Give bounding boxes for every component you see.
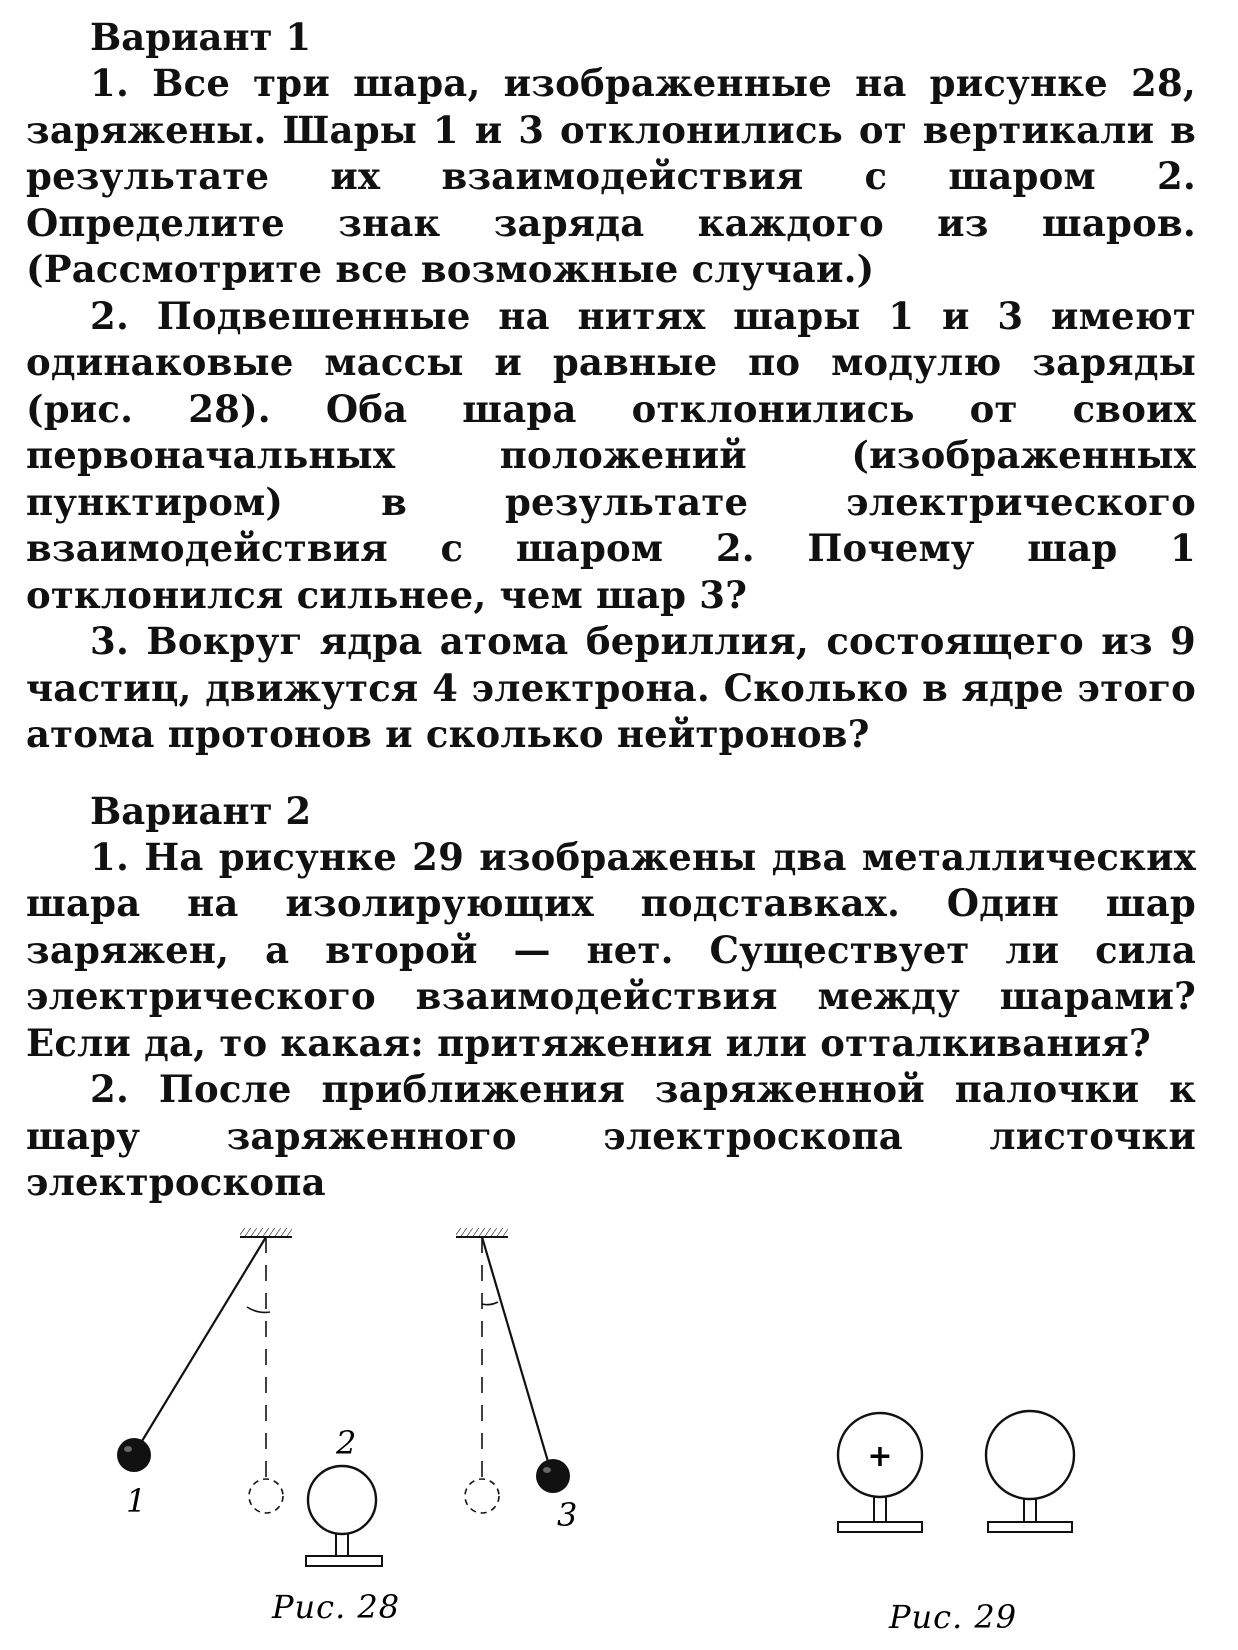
variant-2-task-2: 2. После приближения заряженной палочки к шару заряженного электроскопа листочки электроскопа	[26, 1067, 1196, 1204]
thread-ball-3	[482, 1237, 549, 1465]
stand-base	[306, 1556, 382, 1566]
variant-2-title: Вариант 2	[90, 788, 312, 833]
ceiling-mount-left	[240, 1228, 292, 1237]
thread-ball-1	[139, 1237, 266, 1446]
ball-3-label: 3	[557, 1496, 578, 1534]
charged-ball-on-stand	[838, 1413, 922, 1532]
ball-2	[308, 1466, 376, 1534]
variant-1-task-3: 3. Вокруг ядра атома бериллия, состоящего из 9 частиц, движутся 4 электрона. Сколько в ядре этого атома протонов и сколько нейтронов?	[26, 619, 1196, 756]
ball-2-on-stand	[306, 1466, 382, 1566]
neutral-ball	[986, 1411, 1074, 1499]
figures-svg	[0, 1200, 1238, 1650]
figure-28-caption: Рис. 28	[272, 1588, 401, 1626]
charge-sign: +	[867, 1439, 893, 1474]
ceiling-mount-right	[456, 1228, 508, 1237]
ball-3-initial-position	[465, 1479, 499, 1513]
variant-2-task-1: 1. На рисунке 29 изображены два металлических шара на изолирующих подставках. Один шар заряжен, а второй — нет. Существует ли сила электрического взаимодействия между шарами? Если да, то какая: притяжения или отталкивания?	[26, 834, 1196, 1065]
ball-1-label: 1	[126, 1482, 147, 1520]
deflection-angle-right	[482, 1302, 498, 1305]
ball-1	[117, 1438, 151, 1472]
text-body	[26, 14, 1196, 1206]
variant-1-title: Вариант 1	[90, 15, 312, 59]
neutral-ball-on-stand	[986, 1411, 1074, 1532]
variant-1-task-1: 1. Все три шара, изображенные на рисунке 28, заряжены. Шары 1 и 3 отклонились от вертикали в результате их взаимодействия с шаром 2. Определите знак заряда каждого из шаров. (Рассмотрите все возможные случаи.)	[26, 61, 1196, 291]
ball-2-label: 2	[336, 1424, 357, 1462]
figure-29-caption: Рис. 29	[889, 1598, 1018, 1636]
top-cut-fragment	[490, 0, 606, 1]
figure-28	[117, 1228, 577, 1626]
ball-1-initial-position	[249, 1479, 283, 1513]
figure-29	[838, 1411, 1074, 1636]
variant-1-task-2: 2. Подвешенные на нитях шары 1 и 3 имеют одинаковые массы и равные по модулю заряды (рис. 28). Оба шара отклонились от своих первоначальных положений (изображенных пунктиром) в результате электрического взаимодействия с шаром 2. Почему шар 1 отклонился сильнее, чем шар 3?	[26, 293, 1196, 617]
ball-3	[536, 1459, 570, 1493]
figures-area	[0, 1200, 1238, 1650]
